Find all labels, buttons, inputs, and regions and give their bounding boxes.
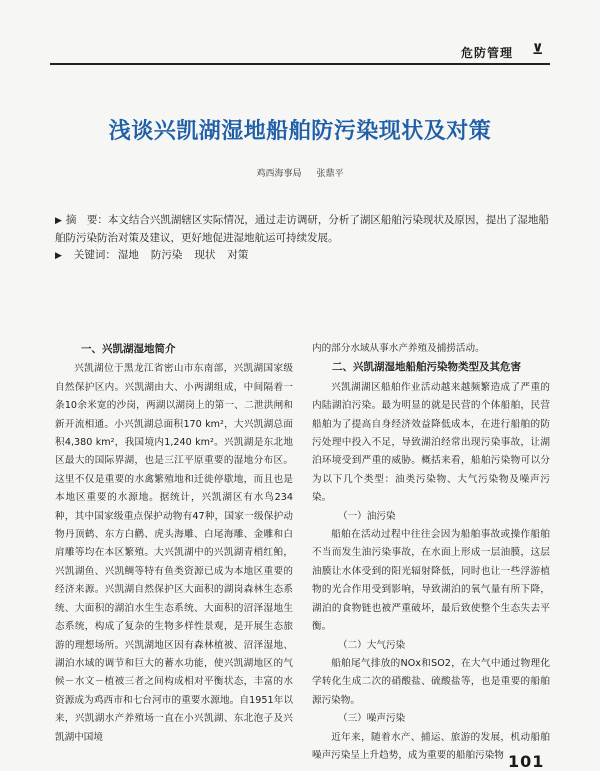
- body-paragraph: 船舶在活动过程中往往会因为船舶事故或操作船舶不当而发生油污染事故，在水面上形成一层油膜，这层油膜让水体受到的阳光辐射降低，同时也让一些浮游植物的光合作用受到影响，导致湖泊的氧气量有所下降，湖泊的食物链也被严重破坏，最后致使整个生态失去平衡。: [312, 529, 550, 633]
- author-name: 张鼎平: [316, 169, 344, 179]
- article-title: 浅谈兴凯湖湿地船舶防污染现状及对策: [108, 119, 492, 144]
- keyword: 湿地: [117, 249, 139, 261]
- abstract-paragraph: [55, 212, 550, 247]
- page-number: 101: [508, 752, 545, 771]
- keywords-line: [55, 247, 550, 265]
- left-column: [55, 340, 293, 747]
- triangle-bullet-icon: ▶: [55, 251, 62, 261]
- abstract-block: [55, 212, 550, 265]
- keyword: 现状: [194, 249, 216, 261]
- body-paragraph: 兴凯湖湖区船舶作业活动越来越频繁造成了严重的内陆湖泊污染。最为明显的就是民营的个体船舶，民营船舶为了提高自身经济效益降低成本，在进行船舶的防污处理中投入不足，导致湖泊经常出现污染事故，让湖泊环境受到严重的威胁。概括来看，船舶污染物可以分为以下几个类型：油类污染物、大气污染物及噪声污染。: [312, 381, 550, 504]
- body-paragraph: 兴凯湖位于黑龙江省密山市东南部，兴凯湖国家级自然保护区内。兴凯湖由大、小两湖组成，中间隔着一条10余米宽的沙岗，两湖以湖岗上的第一、二泄洪闸和新开流相通。小兴凯湖总面积170 km²，大兴凯湖总面积4,380 km²，我国境内1,240 km²。兴凯湖是东北地区最大的国际界湖，也是三江平原重要的湿地分布区。这里不仅是重要的水禽繁殖地和迁徙停歇地，而且也是本地区重要的水源地。据统计，兴凯湖区有水鸟234种，其中国家级重点保护动物有47种，国家一级保护动物丹顶鹤、东方白鹳、虎头海雕、白尾海雕、金雕和白肩雕等均在本区繁殖。大兴凯湖中的兴凯湖青梢红鲌，兴凯湖鱼、兴凯鲷等特有鱼类资源已成为本地区重要的经济来源。兴凯湖自然保护区大面积的湖岗森林生态系统、大面积的湖泊水生生态系统、大面积的沼泽湿地生态系统，构成了复杂的生物多样性景观，是开展生态旅游的理想场所。兴凯湖地区因有森林植被、沼泽湿地、湖泊水域的调节和巨大的蓄水功能，使兴凯湖地区的气候－水文－植被三者之间构成相对平衡状态，丰富的水资源成为鸡西市和七台河市的重要水源地。自1951年以来，兴凯湖水产养殖场一直在小兴凯湖、东北泡子及兴凯湖中国境: [55, 363, 293, 743]
- triangle-bullet-icon: ▶: [55, 216, 62, 226]
- subsection-heading: （三）噪声污染: [338, 713, 406, 725]
- section-tag: 危防管理: [461, 46, 514, 60]
- keyword: 防污染: [150, 249, 183, 261]
- section-mark-icon: ⊻: [532, 42, 544, 58]
- right-column: [312, 340, 550, 765]
- subsection-heading: （一）油污染: [338, 510, 396, 522]
- body-paragraph: 内的部分水域从事水产养殖及捕捞活动。: [312, 343, 485, 354]
- keywords-label: 关键词：: [73, 249, 116, 261]
- header-rule: [50, 63, 550, 65]
- subsection-heading: （二）大气污染: [338, 639, 406, 651]
- abstract-text: 本文结合兴凯湖辖区实际情况，通过走访调研，分析了湖区船舶污染现状及原因，提出了湿地船舶防污染防治对策及建议，更好地促进湿地航运可持续发展。: [55, 214, 549, 244]
- section-heading: 二、兴凯湖湿地船舶污染物类型及其危害: [332, 361, 521, 374]
- keyword: 对策: [227, 249, 249, 261]
- author-affiliation: 鸡西海事局: [256, 169, 302, 179]
- section-heading: 一、兴凯湖湿地简介: [81, 343, 176, 355]
- body-paragraph: 近年来，随着水产、捕运、旅游的发展，机动船舶噪声污染呈上升趋势，成为重要的船舶污染物: [312, 731, 550, 761]
- abstract-label: 摘 要：: [65, 214, 108, 226]
- author-line: [0, 166, 600, 179]
- body-paragraph: 船舶尾气排放的NOx和SO2，在大气中通过物理化学转化生成二次的硝酸盐、硫酸盐等，也是重要的船舶源污染物。: [312, 657, 550, 706]
